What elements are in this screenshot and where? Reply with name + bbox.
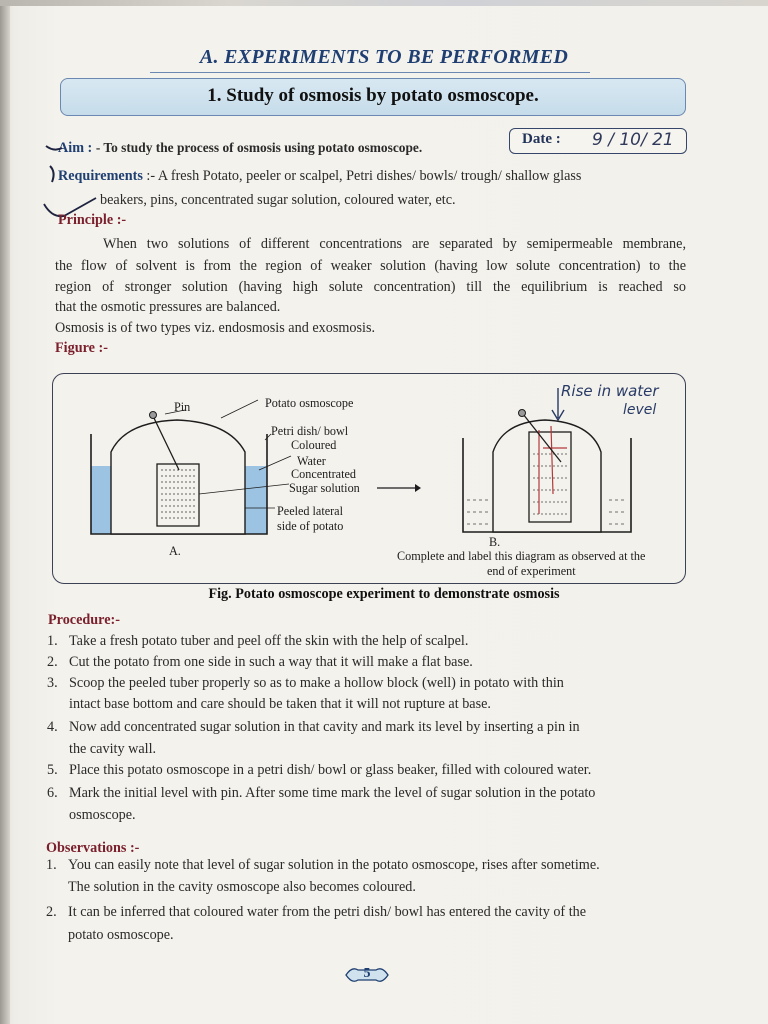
procedure-step-num: 2. [47,654,58,670]
observations-label: Observations :- [46,840,140,856]
procedure-step-num: 1. [47,633,58,649]
aim-label: Aim : [58,140,93,156]
observation-num: 2. [46,904,57,920]
procedure-step-1: Take a fresh potato tuber and peel off the skin with the help of scalpel. [69,633,469,649]
label-concentrated: Concentrated [291,467,356,481]
label-pin: Pin [174,400,191,414]
label-potato-osmoscope: Potato osmoscope [265,396,354,410]
observation-2: It can be inferred that coloured water from the petri dish/ bowl has entered the cavity of the [68,904,587,920]
figure-instruction-2: end of experiment [487,564,576,578]
page-binding-shadow [0,0,10,1024]
page-number: 5 [363,966,371,981]
observation-1-cont: The solution in the cavity osmoscope also becomes coloured. [68,879,416,895]
requirements-line-1 [58,166,581,186]
label-petri-dish: Petri dish/ bowl [271,424,349,438]
requirements-text-2: beakers, pins, concentrated sugar solution, coloured water, etc. [100,192,456,208]
procedure-step-3: Scoop the peeled tuber properly so as to make a hollow block (well) in potato with thin [69,675,564,691]
procedure-step-num: 6. [47,785,58,801]
experiment-title: 1. Study of osmosis by potato osmoscope. [207,85,539,106]
section-heading: A. EXPERIMENTS TO BE PERFORMED [199,46,569,68]
principle-line-1: When two solutions of different concentrations are separated by semipermeable membrane, [103,236,686,252]
heading-underline [150,72,590,73]
observation-num: 1. [46,857,57,873]
label-water: Water [297,454,326,468]
observation-2-cont: potato osmoscope. [68,927,174,943]
label-coloured: Coloured [291,438,337,452]
label-diagram-a: A. [169,544,181,558]
principle-line-2: the flow of solvent is from the region of weaker solution (having low solute concentration) to the [55,258,686,274]
figure-box [52,373,686,584]
label-sugar-solution: Sugar solution [289,481,360,495]
date-box [509,128,687,154]
procedure-step-6-cont: osmoscope. [69,807,136,823]
date-label: Date : [522,131,561,147]
procedure-step-num: 4. [47,719,58,735]
requirements-text-1: :- A fresh Potato, peeler or scalpel, Petri dishes/ bowls/ trough/ shallow glass [146,168,582,184]
observation-1: You can easily note that level of sugar solution in the potato osmoscope, rises after sometime. [68,857,600,873]
procedure-step-4: Now add concentrated sugar solution in that cavity and mark its level by inserting a pin in [69,719,580,735]
experiment-title-box [60,78,686,116]
handwritten-rise-in-water: Rise in water [561,382,659,400]
page-number-badge [344,964,390,986]
label-diagram-b: B. [489,535,501,549]
figure-caption: Fig. Potato osmoscope experiment to demonstrate osmosis [208,586,560,602]
procedure-step-6: Mark the initial level with pin. After some time mark the level of sugar solution in the potato [69,785,596,801]
procedure-step-4-cont: the cavity wall. [69,741,157,757]
label-peeled-1: Peeled lateral [277,504,343,518]
principle-line-4: that the osmotic pressures are balanced. [55,299,281,315]
procedure-step-num: 3. [47,675,58,691]
handwritten-level: level [623,402,657,418]
procedure-step-5: Place this potato osmoscope in a petri dish/ bowl or glass beaker, filled with coloured water. [69,762,592,778]
figure-instruction-1: Complete and label this diagram as observed at the [397,549,646,563]
procedure-step-3-cont: intact base bottom and care should be taken that it will not rupture at base. [69,696,491,712]
diagram-b [463,388,631,532]
procedure-step-2: Cut the potato from one side in such a way that it will make a flat base. [69,654,473,670]
principle-line-3: region of stronger solution (having high solute concentration) till the equilibrium is reached so [55,279,686,295]
procedure-step-num: 5. [47,762,58,778]
diagram-a [91,400,421,534]
aim-line [58,138,422,158]
principle-label: Principle :- [58,212,127,228]
requirements-label: Requirements [58,168,143,184]
date-value-handwritten: 9 / 10/ 21 [592,130,674,150]
label-peeled-2: side of potato [277,519,344,533]
figure-label: Figure :- [55,340,108,356]
procedure-label: Procedure:- [48,612,120,628]
page-top-edge [0,0,768,6]
aim-text: - To study the process of osmosis using potato osmoscope. [95,140,423,155]
principle-line-5: Osmosis is of two types viz. endosmosis and exosmosis. [55,320,376,336]
